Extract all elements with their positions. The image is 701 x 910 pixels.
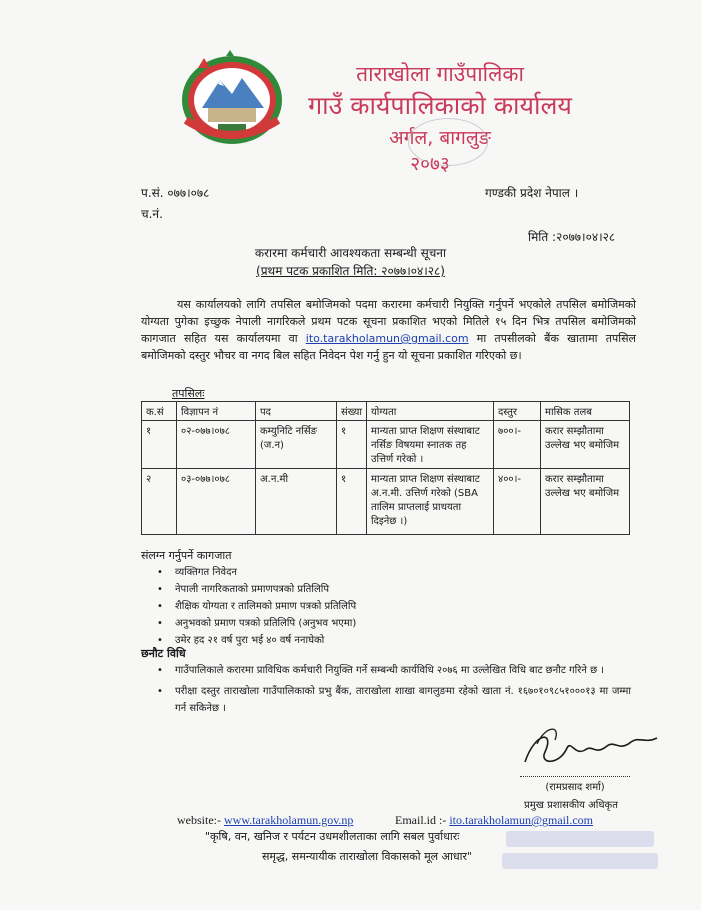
col-post: पद <box>256 402 337 421</box>
cell-qualification: मान्यता प्राप्त शिक्षण संस्थाबाट नर्सिङ विषयमा स्नातक तह उत्तिर्ण गरेको । <box>367 421 494 469</box>
list-item: • परीक्षा दस्तुर ताराखोला गाउँपालिकाको प्रभु बैंक, ताराखोला शाखा बागलुङमा रहेको खाता नं. १६७०१०९८५१०००१३ मा जम्मा गर्न सकिनेछ । <box>141 683 631 717</box>
notice-subject: करारमा कर्मचारी आवश्यकता सम्बन्धी सूचना <box>254 246 447 260</box>
office-address: अर्गल, बागलुङ <box>389 127 491 149</box>
cell-ad-number: ०२-०७७।०७८ <box>177 421 256 469</box>
required-documents-list <box>141 564 621 649</box>
table-heading: तपसिलः <box>172 387 205 400</box>
table-header-row <box>142 402 630 421</box>
province-name: गण्डकी प्रदेश नेपाल । <box>485 186 579 200</box>
list-item: • गाउँपालिकाले करारमा प्राविधिक कर्मचारी नियुक्ति गर्ने सम्बन्धी कार्यविधि २०७६ मा उल्लेखित विधि बाट छनौट गरिने छ । <box>141 662 631 679</box>
dispatch-number: च.नं. <box>141 207 163 221</box>
established-year: २०७३ <box>410 153 450 175</box>
list-item: • नेपाली नागरिकताको प्रमाणपत्रको प्रतिलिपि <box>141 581 621 598</box>
list-item: • शैक्षिक योग्यता र तालिमको प्रमाण पत्रको प्रतिलिपि <box>141 598 621 615</box>
municipality-name: ताराखोला गाउँपालिका <box>356 62 524 86</box>
first-published-date: (प्रथम पटक प्रकाशित मिति: २०७७।०४।२८) <box>256 264 445 278</box>
cell-post: कम्युनिटि नर्सिङ (ज.न) <box>256 421 337 469</box>
cell-count: १ <box>337 469 367 535</box>
cell-post: अ.न.मी <box>256 469 337 535</box>
cell-serial: २ <box>142 469 177 535</box>
required-documents-heading: संलग्न गर्नुपर्ने कागजात <box>141 549 232 562</box>
cell-salary: करार सम्झौतामा उल्लेख भए बमोजिम <box>541 421 630 469</box>
vacancy-table <box>141 401 630 535</box>
footer-email: Email.id :- ito.tarakholamun@gmail.com <box>395 813 594 827</box>
handwritten-signature <box>515 722 665 774</box>
footer-website: website:- www.tarakholamun.gov.np <box>177 813 354 827</box>
letter-date: मिति :२०७७।०४।२८ <box>528 230 616 244</box>
list-item: • उमेर हद २१ वर्ष पुरा भई ४० वर्ष ननाघेको <box>141 632 621 649</box>
col-qualification: योग्यता <box>367 402 494 421</box>
selection-method-list <box>141 662 631 721</box>
website-link[interactable]: www.tarakholamun.gov.np <box>224 813 354 827</box>
footer-email-link[interactable]: ito.tarakholamun@gmail.com <box>449 813 594 827</box>
col-salary: मासिक तलब <box>541 402 630 421</box>
selection-method-heading: छनौट विधि <box>141 647 186 660</box>
body-email-link[interactable]: ito.tarakholamun@gmail.com <box>305 332 469 345</box>
cell-serial: १ <box>142 421 177 469</box>
notice-body: यस कार्यालयको लागि तपसिल बमोजिमको पदमा करारमा कर्मचारी नियुक्ति गर्नुपर्ने भएकोले तपसिल बमोजिमको योग्यता पुगेका इच्छुक नेपाली नागरिकले प्रथम पटक सूचना प्रकाशित भएको मितिले १५ दिन भित्र तपसिल बमोजिमको कागजात सहित यस कार्यालयमा वा ito.tarakholamun@gmail.com मा तपसीलको बैंक खातामा तपसिल बमोजिमको दस्तुर भौचर वा नगद बिल सहित निवेदन पेश गर्नु हुन यो सूचना प्रकाशित गरिएको छ। <box>141 298 636 362</box>
cell-count: १ <box>337 421 367 469</box>
ink-stamp-mark <box>408 118 488 166</box>
col-count: संख्या <box>337 402 367 421</box>
cell-fee: ७००।- <box>494 421 541 469</box>
list-item: • व्यक्तिगत निवेदन <box>141 564 621 581</box>
col-fee: दस्तुर <box>494 402 541 421</box>
slogan-line-2: समृद्ध, समन्यायीक ताराखोला विकासको मूल आधार" <box>262 850 473 863</box>
table-row <box>142 469 630 535</box>
cell-ad-number: ०३-०७७।०७८ <box>177 469 256 535</box>
cell-qualification: मान्यता प्राप्त शिक्षण संस्थाबाट अ.न.मी. उत्तिर्ण गरेको (SBA तालिम प्राप्तलाई प्राथयता दिइनेछ ।) <box>367 469 494 535</box>
cell-salary: करार सम्झौतामा उल्लेख भए बमोजिम <box>541 469 630 535</box>
slogan-line-1: "कृषि, वन, खनिज र पर्यटन उधमशीलताका लागि सबल पुर्वाधारः <box>205 830 460 843</box>
col-ad-number: विज्ञापन नं <box>177 402 256 421</box>
signatory-title: प्रमुख प्रशासकीय अधिकृत <box>524 800 618 811</box>
table-row <box>142 421 630 469</box>
cell-fee: ४००।- <box>494 469 541 535</box>
nepal-emblem-logo <box>178 50 286 148</box>
list-item: • अनुभवको प्रमाण पत्रको प्रतिलिपि (अनुभव भएमा) <box>141 615 621 632</box>
col-serial: क.सं <box>142 402 177 421</box>
official-stamp-mark <box>500 825 660 875</box>
office-name: गाउँ कार्यपालिकाको कार्यालय <box>308 91 572 120</box>
signatory-name: (रामप्रसाद शर्मा) <box>520 776 630 793</box>
letter-reference-number: प.सं. ०७७।०७८ <box>141 186 210 200</box>
